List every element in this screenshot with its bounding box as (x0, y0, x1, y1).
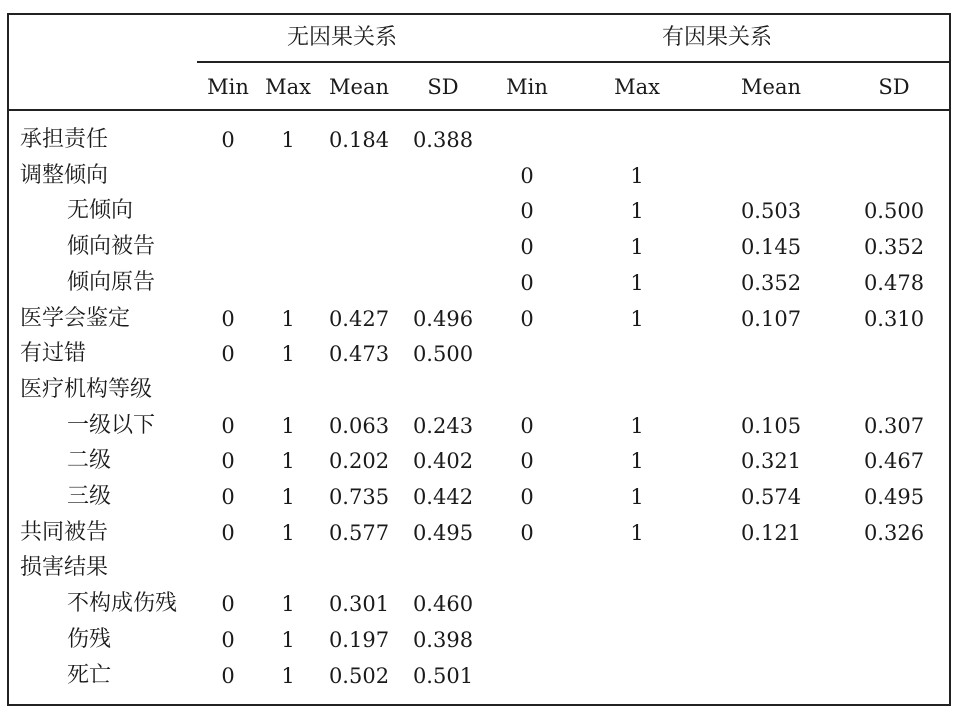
table-cell: 0.496 (412, 306, 474, 331)
table-cell: 0.321 (740, 449, 802, 474)
row-label: 不构成伤残 (67, 591, 178, 617)
row-label: 损害结果 (20, 555, 109, 581)
table-cell: 1 (281, 413, 295, 438)
table-cell: 0.574 (740, 485, 802, 509)
table-cell: 1 (630, 306, 644, 331)
table-cell: 0.063 (328, 413, 390, 438)
table-cell: 0.197 (328, 627, 390, 652)
row-label: 倾向被告 (67, 234, 156, 260)
table-cell: 0.478 (863, 270, 925, 295)
table-cell: 1 (630, 199, 644, 224)
table-cell: 0.202 (328, 449, 390, 474)
table-cell: 0.402 (412, 449, 474, 474)
table-cell: 0.495 (412, 520, 474, 545)
table-cell: 0 (520, 413, 534, 438)
table-cell: 0.107 (740, 306, 802, 331)
table-cell: 0 (520, 520, 534, 545)
table-cell: 0.398 (412, 627, 474, 652)
table-cell: 0.467 (863, 449, 925, 474)
table-cell: 0.105 (740, 413, 802, 438)
table-cell: 0 (221, 520, 235, 545)
table-cell: 0.307 (863, 413, 925, 438)
table-cell: 0.427 (328, 306, 390, 331)
row-label: 无倾向 (67, 198, 134, 224)
table-cell: 0.121 (740, 520, 802, 545)
table-cell: 0.502 (328, 663, 390, 688)
col-header-sd-1: SD (427, 75, 459, 99)
row-label: 有过错 (20, 341, 87, 367)
table-cell: 1 (281, 485, 295, 509)
table-cell: 1 (630, 163, 644, 188)
table-cell: 0 (221, 485, 235, 509)
table-cell: 1 (630, 413, 644, 438)
table-cell: 0.145 (740, 235, 802, 260)
group-header-causal: 有因果关系 (661, 25, 773, 50)
table-cell: 0 (520, 163, 534, 188)
row-label: 共同被告 (20, 519, 109, 545)
table-cell: 1 (630, 235, 644, 260)
col-header-max-2: Max (614, 75, 660, 99)
table-cell: 0 (520, 449, 534, 474)
table-cell: 0.495 (863, 485, 925, 509)
table-cell: 1 (281, 520, 295, 545)
table-cell: 0.503 (740, 199, 802, 224)
table-cell: 0.577 (328, 520, 390, 545)
table-cell: 0 (221, 128, 235, 152)
table-cell: 0.301 (328, 592, 390, 617)
table-cell: 0.184 (328, 128, 390, 152)
table-cell: 0 (221, 413, 235, 438)
col-header-min-1: Min (207, 75, 249, 99)
table-cell: 0.243 (412, 413, 474, 438)
table-cell: 1 (630, 520, 644, 545)
row-label: 伤残 (67, 626, 112, 652)
row-label: 三级 (67, 484, 112, 509)
table-cell: 1 (630, 485, 644, 509)
table-cell: 0.460 (412, 592, 474, 617)
table-cell: 0.500 (412, 342, 474, 367)
row-label: 一级以下 (67, 412, 156, 438)
table-cell: 1 (281, 306, 295, 331)
table-cell: 0.442 (412, 485, 474, 509)
table-cell: 0.388 (412, 128, 474, 152)
col-header-mean-2: Mean (741, 75, 801, 99)
table-cell: 0 (221, 306, 235, 331)
table-cell: 1 (281, 592, 295, 617)
table-cell: 0.500 (863, 199, 925, 224)
table-cell: 0 (221, 663, 235, 688)
col-header-mean-1: Mean (329, 75, 389, 99)
col-header-sd-2: SD (878, 75, 910, 99)
table-cell: 1 (630, 270, 644, 295)
table-cell: 0.501 (412, 663, 474, 688)
header-bottom-rule (9, 109, 951, 111)
table-cell: 0.473 (328, 342, 390, 367)
row-label: 二级 (67, 448, 112, 474)
table-cell: 0.326 (863, 520, 925, 545)
table-cell: 0 (221, 449, 235, 474)
table-cell: 0 (221, 627, 235, 652)
row-label: 调整倾向 (20, 162, 109, 188)
table-cell: 0 (520, 270, 534, 295)
row-label: 医学会鉴定 (20, 305, 131, 331)
table-cell: 1 (281, 128, 295, 152)
table-cell: 0 (520, 235, 534, 260)
col-header-max-1: Max (265, 75, 311, 99)
table-cell: 0.352 (863, 235, 925, 260)
group-header-no-causal: 无因果关系 (286, 25, 398, 50)
table-cell: 0.310 (863, 306, 925, 331)
table-cell: 1 (281, 449, 295, 474)
table-cell: 1 (281, 627, 295, 652)
table-cell: 0.352 (740, 270, 802, 295)
table-cell: 1 (281, 342, 295, 367)
table-cell: 0 (520, 485, 534, 509)
table-cell: 1 (630, 449, 644, 474)
table-cell: 0.735 (328, 485, 390, 509)
table-cell: 1 (281, 663, 295, 688)
table-cell: 0 (520, 199, 534, 224)
row-label: 医疗机构等级 (20, 376, 153, 402)
row-label: 倾向原告 (67, 269, 156, 295)
col-header-min-2: Min (506, 75, 548, 99)
row-label: 死亡 (67, 662, 112, 688)
table-cell: 0 (221, 592, 235, 617)
table-cell: 0 (221, 342, 235, 367)
row-label: 承担责任 (20, 127, 109, 152)
group-underline (197, 61, 951, 63)
table-cell: 0 (520, 306, 534, 331)
